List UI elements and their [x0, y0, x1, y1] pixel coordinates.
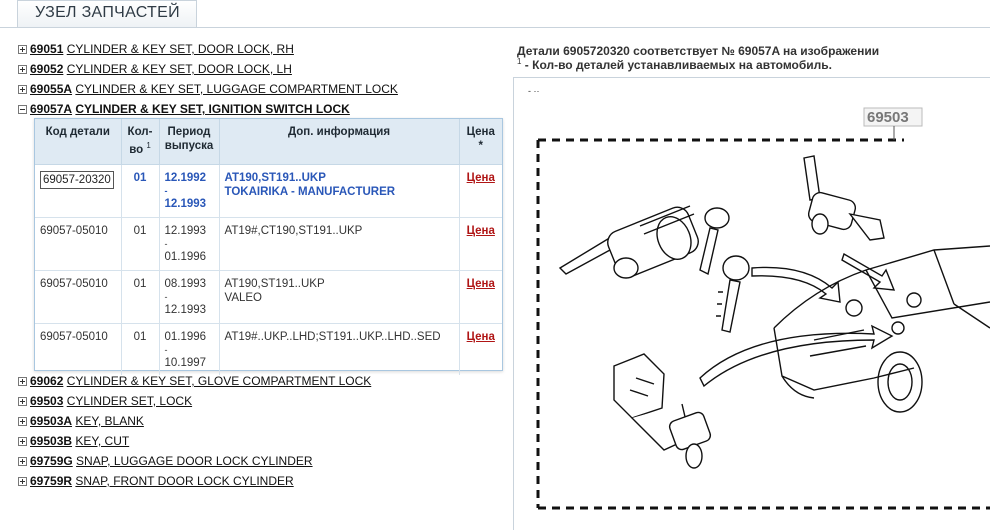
- price-cell: [459, 271, 502, 324]
- table-row[interactable]: [35, 324, 502, 376]
- price-cell: [459, 324, 502, 376]
- group-code[interactable]: 69057A: [30, 102, 73, 116]
- extra-info: AT190,ST191..UKP TOKAIRIKA - MANUFACTURER: [219, 165, 459, 218]
- price-link[interactable]: Цена: [466, 278, 495, 290]
- group-title[interactable]: SNAP, LUGGAGE DOOR LOCK CYLINDER: [76, 454, 313, 468]
- expand-plus-icon[interactable]: [18, 85, 27, 94]
- key-icon: [700, 208, 749, 332]
- expand-plus-icon[interactable]: [18, 457, 27, 466]
- lock-assembly-icon: [614, 354, 712, 468]
- callout-label[interactable]: 69503: [867, 109, 909, 126]
- expand-plus-icon[interactable]: [18, 377, 27, 386]
- price-link[interactable]: Цена: [466, 172, 495, 184]
- group-code[interactable]: 69759R: [30, 474, 73, 488]
- group-title[interactable]: KEY, BLANK: [75, 414, 144, 428]
- group-code[interactable]: 69055A: [30, 82, 73, 96]
- period: 01.1996 - 10.1997: [159, 324, 219, 376]
- group-code[interactable]: 69051: [30, 42, 64, 56]
- group-item-69503A[interactable]: [18, 413, 144, 431]
- group-item-69052[interactable]: [18, 61, 292, 79]
- group-title[interactable]: CYLINDER & KEY SET, LUGGAGE COMPARTMENT LOCK: [75, 82, 398, 96]
- quantity: 01: [121, 324, 159, 376]
- quantity-footnote: $^1$ - Кол-во деталей устанавливаемых на автомобиль.: [517, 57, 832, 72]
- group-item-69503B[interactable]: [18, 433, 129, 451]
- col-header-period: Период выпуска: [159, 119, 219, 165]
- group-title[interactable]: CYLINDER & KEY SET, IGNITION SWITCH LOCK: [75, 102, 350, 116]
- expand-plus-icon[interactable]: [18, 417, 27, 426]
- expand-plus-icon[interactable]: [18, 45, 27, 54]
- group-code[interactable]: 69759G: [30, 454, 73, 468]
- extra-info: AT19#..UKP..LHD;ST191..UKP..LHD..SED: [219, 324, 459, 376]
- dashed-boundary: [538, 140, 990, 508]
- collapse-minus-icon[interactable]: [18, 105, 27, 114]
- col-header-info: Доп. информация: [219, 119, 459, 165]
- parts-diagram: [514, 78, 990, 530]
- group-item-69062[interactable]: [18, 373, 371, 391]
- door-lock-cylinder-icon: [804, 156, 884, 240]
- group-code[interactable]: 69503B: [30, 434, 73, 448]
- group-code[interactable]: 69052: [30, 62, 64, 76]
- expand-plus-icon[interactable]: [18, 397, 27, 406]
- price-link[interactable]: Цена: [466, 331, 495, 343]
- table-row[interactable]: [35, 165, 502, 218]
- col-header-code: Код детали: [35, 119, 121, 165]
- extra-info: AT19#,CT190,ST191..UKP: [219, 218, 459, 271]
- col-header-price: Цена *: [459, 119, 502, 165]
- period: 08.1993 - 12.1993: [159, 271, 219, 324]
- tab-parts-assembly[interactable]: УЗЕЛ ЗАПЧАСТЕЙ: [17, 0, 197, 27]
- group-item-69759R[interactable]: [18, 473, 294, 491]
- table-row[interactable]: [35, 218, 502, 271]
- quantity: 01: [121, 218, 159, 271]
- group-item-69055A[interactable]: [18, 81, 398, 99]
- part-match-text: Детали 6905720320 соответствует № 69057A на изображении: [517, 44, 880, 58]
- group-title[interactable]: CYLINDER & KEY SET, DOOR LOCK, RH: [66, 42, 294, 56]
- group-title[interactable]: KEY, CUT: [75, 434, 130, 448]
- group-title[interactable]: CYLINDER SET, LOCK: [66, 394, 193, 408]
- price-link[interactable]: Цена: [466, 225, 495, 237]
- parts-table: [35, 119, 502, 375]
- parts-table-panel: [34, 118, 503, 371]
- group-title[interactable]: CYLINDER & KEY SET, GLOVE COMPARTMENT LOCK: [66, 374, 372, 388]
- part-code[interactable]: 69057-05010: [35, 218, 121, 271]
- group-code[interactable]: 69062: [30, 374, 64, 388]
- price-cell: [459, 165, 502, 218]
- group-code[interactable]: 69503A: [30, 414, 73, 428]
- col-header-qty: Кол- во $^1$: [121, 119, 159, 165]
- group-title[interactable]: SNAP, FRONT DOOR LOCK CYLINDER: [75, 474, 294, 488]
- period: 12.1993 - 01.1996: [159, 218, 219, 271]
- quantity: 01: [121, 271, 159, 324]
- group-title[interactable]: CYLINDER & KEY SET, DOOR LOCK, LH: [66, 62, 292, 76]
- tab-rule: [0, 27, 990, 28]
- table-row[interactable]: [35, 271, 502, 324]
- quantity: 01: [121, 165, 159, 218]
- expand-plus-icon[interactable]: [18, 477, 27, 486]
- table-header-row: [35, 119, 502, 165]
- extra-info: AT190,ST191..UKP VALEO: [219, 271, 459, 324]
- group-item-69759G[interactable]: [18, 453, 313, 471]
- part-code[interactable]: 69057-05010: [35, 324, 121, 376]
- part-code[interactable]: 69057-20320: [40, 171, 114, 189]
- group-item-69503[interactable]: [18, 393, 192, 411]
- car-outline-icon: [774, 246, 990, 412]
- group-item-69051[interactable]: [18, 41, 294, 59]
- group-code[interactable]: 69503: [30, 394, 64, 408]
- price-cell: [459, 218, 502, 271]
- part-code[interactable]: 69057-05010: [35, 271, 121, 324]
- period: 12.1992 - 12.1993: [159, 165, 219, 218]
- expand-plus-icon[interactable]: [18, 65, 27, 74]
- ignition-cylinder-icon: [560, 204, 702, 281]
- diagram-marks: - ··: [528, 86, 540, 96]
- expand-plus-icon[interactable]: [18, 437, 27, 446]
- group-item-69057A[interactable]: [18, 101, 350, 119]
